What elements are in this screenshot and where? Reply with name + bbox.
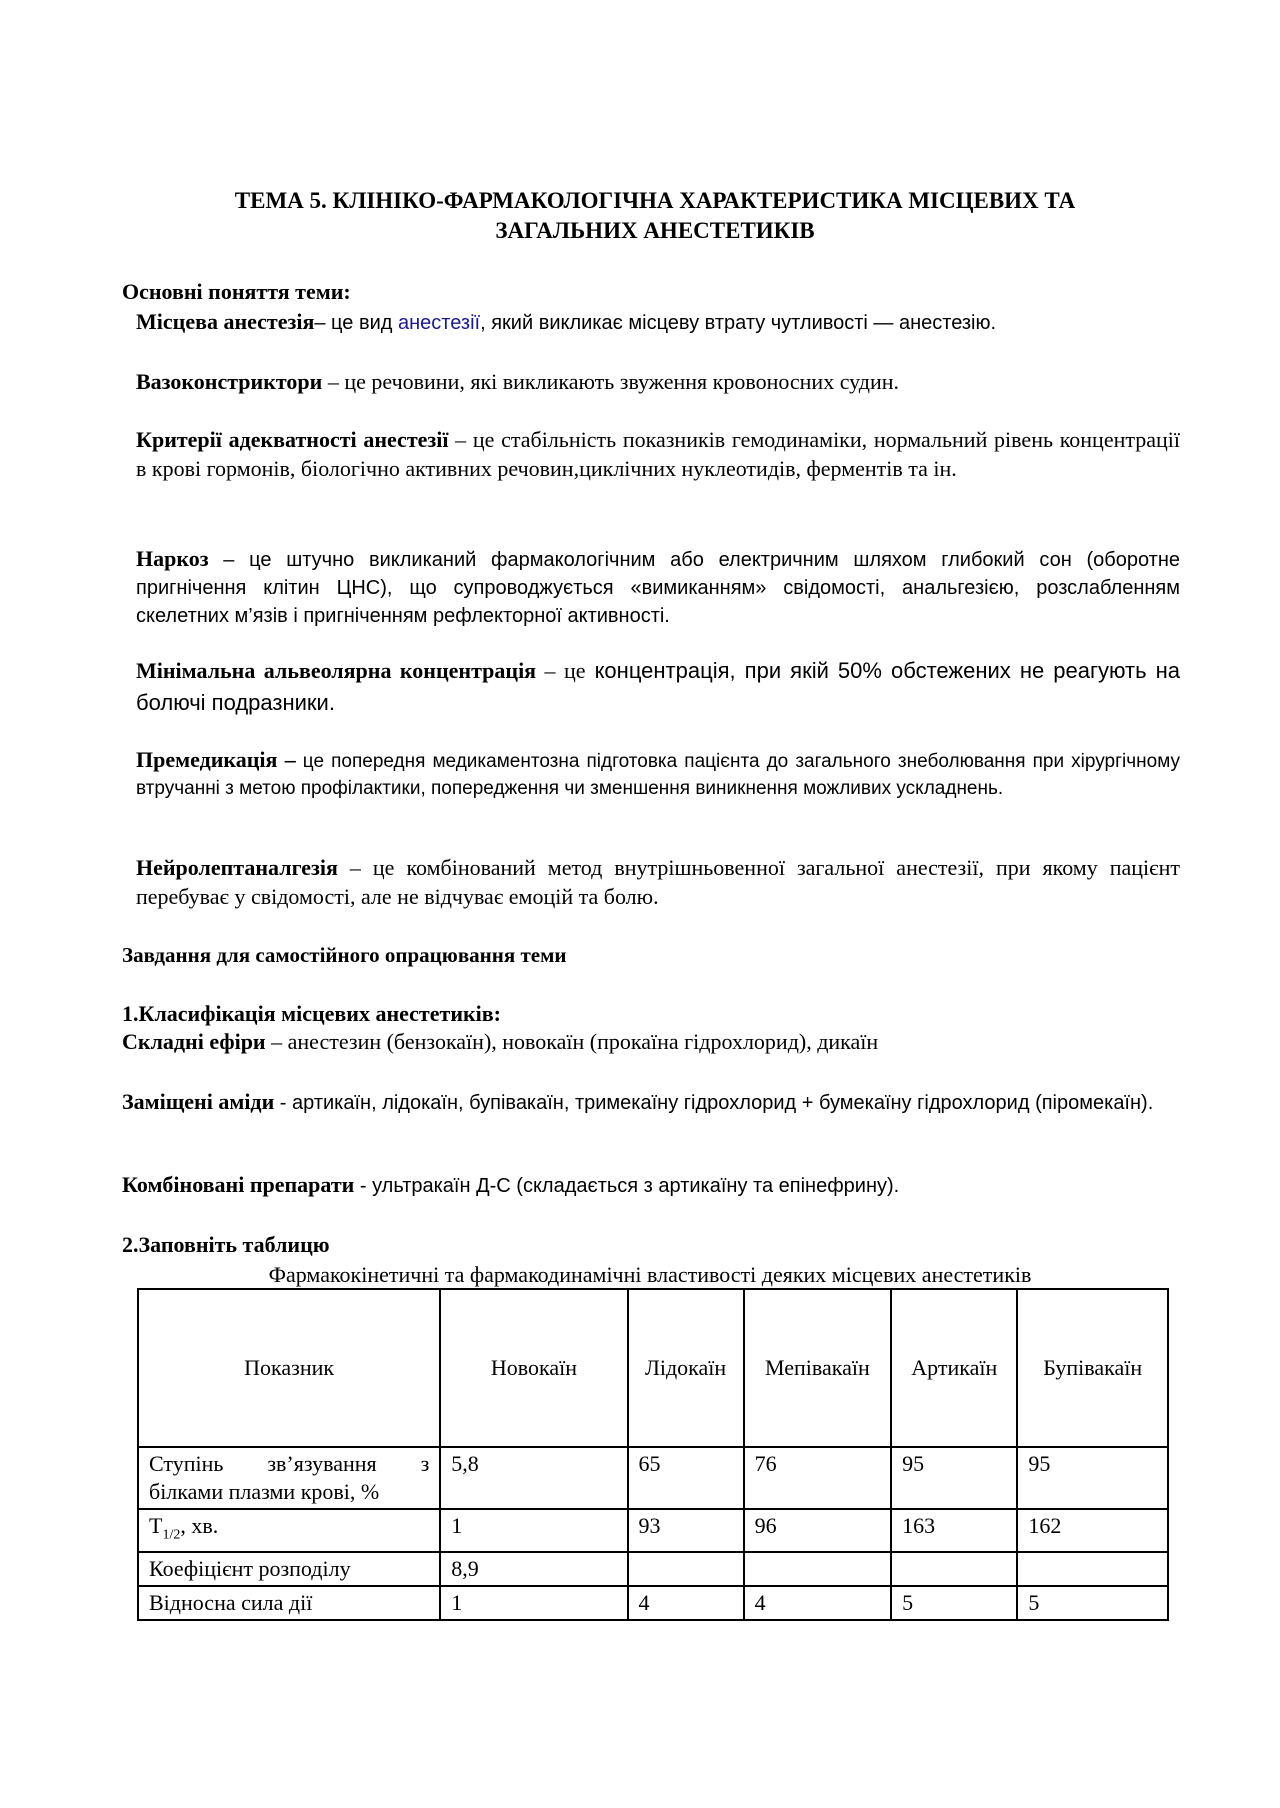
term: Критерії адекватності анестезії	[136, 427, 449, 452]
table-cell: 95	[891, 1447, 1017, 1509]
table-cell: 5	[891, 1586, 1017, 1620]
table-cell: 76	[744, 1447, 892, 1509]
definition-neuroleptanalgesia	[136, 853, 1180, 911]
definition-text: – це	[536, 658, 586, 683]
definition-text: – це комбінований метод внутрішньовенної загальної анестезії, при якому пацієнт перебуває у свідомості, але не відчуває емоцій та болю.	[136, 855, 1180, 909]
class-text: – анестезин (бензокаїн), новокаїн (прокаїна гідрохлорид), дикаїн	[265, 1029, 879, 1054]
row-label: Ступінь зв’язування з білками плазми крові, %	[138, 1447, 440, 1509]
definition-premedication	[136, 747, 1180, 803]
table-header-row	[138, 1289, 1168, 1447]
term: Нейролептаналгезія	[136, 855, 338, 880]
row-label: Коефіцієнт розподілу	[138, 1552, 440, 1586]
class-esters	[122, 1029, 1180, 1055]
term: Складні ефіри	[122, 1029, 266, 1054]
term: Вазоконстриктори	[136, 369, 323, 394]
definition-text: – це стабільність показників гемодинаміки, нормальний рівень концентрації в крові гормонів, біологічно активних речовин,циклічних нуклеотидів, ферментів та ін.	[136, 427, 1180, 481]
task2-heading: 2.Заповніть таблицю	[122, 1232, 330, 1257]
class-text: - артикаїн, лідокаїн, бупівакаїн, тримекаїну гідрохлорид + бумекаїну гідрохлорид (піромекаїн).	[274, 1092, 1154, 1114]
term: Місцева анестезія	[136, 309, 315, 334]
tasks-heading: Завдання для самостійного опрацювання теми	[122, 943, 567, 967]
anesthetics-properties-table	[137, 1288, 1169, 1621]
term: Комбіновані препарати	[122, 1172, 355, 1197]
concepts-heading: Основні поняття теми:	[122, 279, 351, 304]
table-cell	[1017, 1552, 1168, 1586]
definition-text: це попередня медикаментозна підготовка пацієнта до загального знеболювання при хірургічному втручанні з метою профілактики, попередження чи зменшення виникнення можливих ускладнень.	[136, 751, 1180, 799]
header-lidocaine: Лідокаїн	[628, 1289, 744, 1447]
class-amides	[122, 1088, 1180, 1119]
table-cell: 93	[628, 1509, 744, 1552]
definition-local-anesthesia	[136, 307, 1180, 339]
definition-text: , який викликає місцеву втрату чутливості — анестезію.	[480, 312, 997, 334]
row-label: Відносна сила дії	[138, 1586, 440, 1620]
table-cell: 96	[744, 1509, 892, 1552]
task1-heading: 1.Класифікація місцевих анестетиків:	[122, 1001, 501, 1026]
term: Мінімальна альвеолярна концентрація	[136, 658, 537, 683]
header-novocaine: Новокаїн	[440, 1289, 627, 1447]
half-life-label: $T_{1/2}$, хв.	[149, 1513, 219, 1543]
table-cell: 4	[744, 1586, 892, 1620]
header-indicator: Показник	[138, 1289, 440, 1447]
header-articaine: Артикаїн	[891, 1289, 1017, 1447]
table-row	[138, 1509, 1168, 1552]
page-title	[150, 186, 1160, 246]
row-label	[138, 1509, 440, 1552]
definition-text: – це речовини, які викликають звуження кровоносних судин.	[322, 369, 900, 394]
table-cell	[744, 1552, 892, 1586]
class-combined	[122, 1172, 1180, 1198]
table-row	[138, 1552, 1168, 1586]
table-cell: 1	[440, 1586, 627, 1620]
table-cell	[628, 1552, 744, 1586]
header-mepivacaine: Мепівакаїн	[744, 1289, 892, 1447]
table-caption: Фармакокінетичні та фармакодинамічні властивості деяких місцевих анестетиків	[268, 1262, 1032, 1287]
table-cell: 4	[628, 1586, 744, 1620]
table-cell: 163	[891, 1509, 1017, 1552]
header-bupivacaine: Бупівакаїн	[1017, 1289, 1168, 1447]
term: Заміщені аміди	[122, 1089, 275, 1114]
definition-mac	[136, 656, 1180, 720]
table-cell: 162	[1017, 1509, 1168, 1552]
table-cell	[891, 1552, 1017, 1586]
title-line-1: ТЕМА 5. КЛІНІКО-ФАРМАКОЛОГІЧНА ХАРАКТЕРИСТИКА МІСЦЕВИХ ТА	[234, 188, 1076, 213]
class-text: - ультракаїн Д-С (складається з артикаїну та епінефрину).	[354, 1175, 900, 1197]
definition-adequacy-criteria	[136, 425, 1180, 483]
table-row	[138, 1447, 1168, 1509]
table-cell: 5,8	[440, 1447, 627, 1509]
definition-vasoconstrictors	[136, 367, 1180, 396]
table-row	[138, 1586, 1168, 1620]
table-cell: 8,9	[440, 1552, 627, 1586]
definition-text: – це вид	[314, 312, 398, 334]
definition-narcosis	[136, 545, 1180, 631]
term: Премедикація –	[136, 747, 296, 772]
table-cell: 5	[1017, 1586, 1168, 1620]
term: Наркоз	[136, 546, 209, 571]
table-cell: 1	[440, 1509, 627, 1552]
table-cell: 95	[1017, 1447, 1168, 1509]
definition-text: – це штучно викликаний фармакологічним або електричним шляхом глибокий сон (оборотне пригнічення клітин ЦНС), що супроводжується «вимиканням» свідомості, анальгезією, розслабленням скелетних м’язів і пригніченням рефлекторної активності.	[136, 549, 1180, 627]
definition-text: концентрація, при якій 50% обстежених не реагують на болючі подразники.	[136, 658, 1180, 715]
title-line-2: ЗАГАЛЬНИХ АНЕСТЕТИКІВ	[495, 218, 815, 243]
table-cell: 65	[628, 1447, 744, 1509]
anesthesia-link[interactable]: анестезії	[398, 312, 481, 334]
